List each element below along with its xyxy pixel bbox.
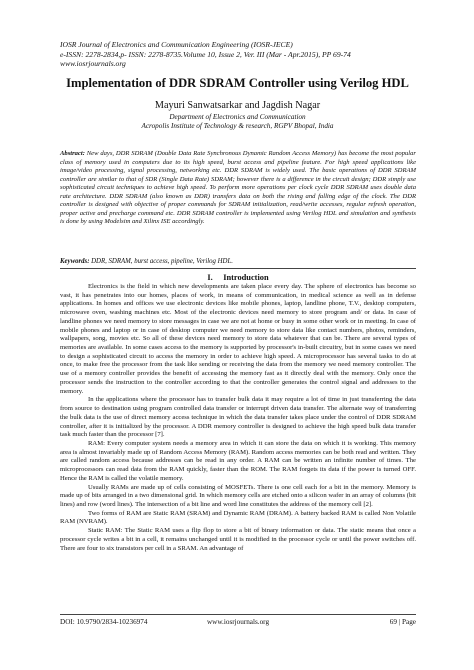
footer-website[interactable]: www.iosrjournals.org <box>206 618 270 626</box>
section-title: Introduction <box>223 273 269 282</box>
authors: Mayuri Sanwatsarkar and Jagdish Nagar <box>154 100 321 111</box>
issn-line: e-ISSN: 2278-2834,p- ISSN: 2278-8735.Volume 10, Issue 2, Ver. III (Mar - Apr.2015), PP 69-74 <box>60 49 351 59</box>
journal-header <box>60 40 420 69</box>
keywords <box>60 258 416 267</box>
journal-name: IOSR Journal of Electronics and Communication Engineering (IOSR-JECE) <box>60 40 293 49</box>
section-heading <box>60 273 416 282</box>
paragraph: Usually RAMs are made up of cells consisting of MOSFETs. There is one cell each for a bit in the memory. Memory is made up of bits arranged in a two dimensional grid. In which memory cells are etched onto a silicon wafer in an array of columns (bit lines) and row (word lines). The intersection of a bit line and word line constitutes the address of the memory cell [2]. <box>60 483 416 508</box>
abstract <box>60 150 416 227</box>
section-number: I. <box>207 273 213 282</box>
paragraph: In the applications where the processor has to transfer bulk data it may require a lot of time in just transferring the data from source to destination using program controlled data transfer or interrupt driven data transfer. The alternate way of transferring the bulk data is the use of direct memory access technique in which the data transfer takes place under the control of DDR SDRAM controller, after it is initialized by the processor. A DDR memory controller is designed to achieve the high speed bulk data transfer task much faster than the processor [7]. <box>60 396 416 439</box>
keywords-text: DDR, SDRAM, burst access, pipeline, Verilog HDL. <box>89 258 233 265</box>
paragraph: Static RAM: The Static RAM uses a flip flop to store a bit of binary information or data. The static means that once a processor cycle writes a bit in a cell, it remains unchanged until it is modified in the processor cycle or until the power switches off. There are four to six transistors per cell in a SRAM. An advantage of <box>60 527 416 552</box>
paragraph: RAM: Every computer system needs a memory area in which it can store the data on which it is working. This memory area is almost invariably made up of Random Access Memory (RAM). Random access memories can be both read and written. They are called random access because addresses can be read in any order. A RAM can be written an infinite number of times. The microprocessors can read data from the RAM quickly, faster than the ROM. The RAM forgets its data if the power is turned OFF. Hence the RAM is called the volatile memory. <box>60 439 416 482</box>
doi[interactable]: DOI: 10.9790/2834-10236974 <box>60 618 148 626</box>
page-number: 69 | Page <box>389 618 416 626</box>
affiliation <box>60 113 415 131</box>
institute: Acropolis Institute of Technology & research, RGPV Bhopal, India <box>141 122 334 130</box>
abstract-label: Abstract: <box>60 150 85 157</box>
department: Department of Electronics and Communication <box>169 113 306 121</box>
paragraph: Two forms of RAM are Static RAM (SRAM) and Dynamic RAM (DRAM). A battery backed RAM is called Non Volatile RAM (NVRAM). <box>60 509 416 526</box>
journal-website[interactable]: www.iosrjournals.org <box>60 59 126 69</box>
keywords-label: Keywords: <box>60 258 90 265</box>
divider-top <box>60 268 416 269</box>
paper-title: Implementation of DDR SDRAM Controller using Verilog HDL <box>66 76 409 90</box>
body-text <box>60 283 416 610</box>
paragraph: Electronics is the field in which new developments are taken place every day. The sphere of electronics has become so vast, it has penetrates into our homes, places of work, in means of communication, in medical science as well as in defense applications. In homes and offices we use electronic devices like mobile phones, laptop, landline phone, T.V., desktop computers, microwave oven, washing machines etc. Most of the electronic devices need memory to store program and/ or data. In case of landline phones we need memory to store messages in case we are not at home or busy in some other work or in meeting. In case of mobile phones and laptop or in case of desktop computer we need memory to store data like contact numbers, photos, reminders, wallpapers, song, movies etc. So all of these devices need memory to store data whatever that can be. There are several types of memories are available. In some cases access to the memory is supported by processor's in-built circuitry, but in some cases we need to design a sophisticated circuit to access the memory in order to achieve high speed. A microprocessor has several tasks to do at once, to make free the processor from the task like sending or receiving the data from the memory we need memory controller. The use of a memory controller provides the benefit of accessing the memory fast as it directly deal with the memory. Only once the processor sends the instruction to the controller according to that the controller generates the control signal and addresses to the memory. <box>60 283 416 395</box>
abstract-text: New days, DDR SDRAM (Double Data Rate Synchronous Dynamic Random Access Memory) has become the most popular class of memory used in computers due to its high speed, burst access and pipeline feature. For high speed applications like image/video processing, signal processing, networking etc. DDR SDRAM is widely used. The basic operations of DDR SDRAM controller are similar to that of SDR (Single Data Rate) SDRAM; however there is a difference in the circuit design; DDR simply use sophisticated circuit techniques to achieve high speed. To perform more operations per clock cycle DDR SDRAM uses double data rate architecture. DDR SDRAM (also known as DDR) transfers data on both the rising and falling edge of the clock. The DDR controller is designed with objective of proper commands for SDRAM initialization, read/write accesses, regular refresh operation, proper active and precharge command etc. DDR SDRAM controller is implemented using Verilog HDL and simulation and synthesis is done by using Modelsim and Xilinx ISE accordingly. <box>60 150 416 226</box>
divider-bottom <box>60 614 416 615</box>
